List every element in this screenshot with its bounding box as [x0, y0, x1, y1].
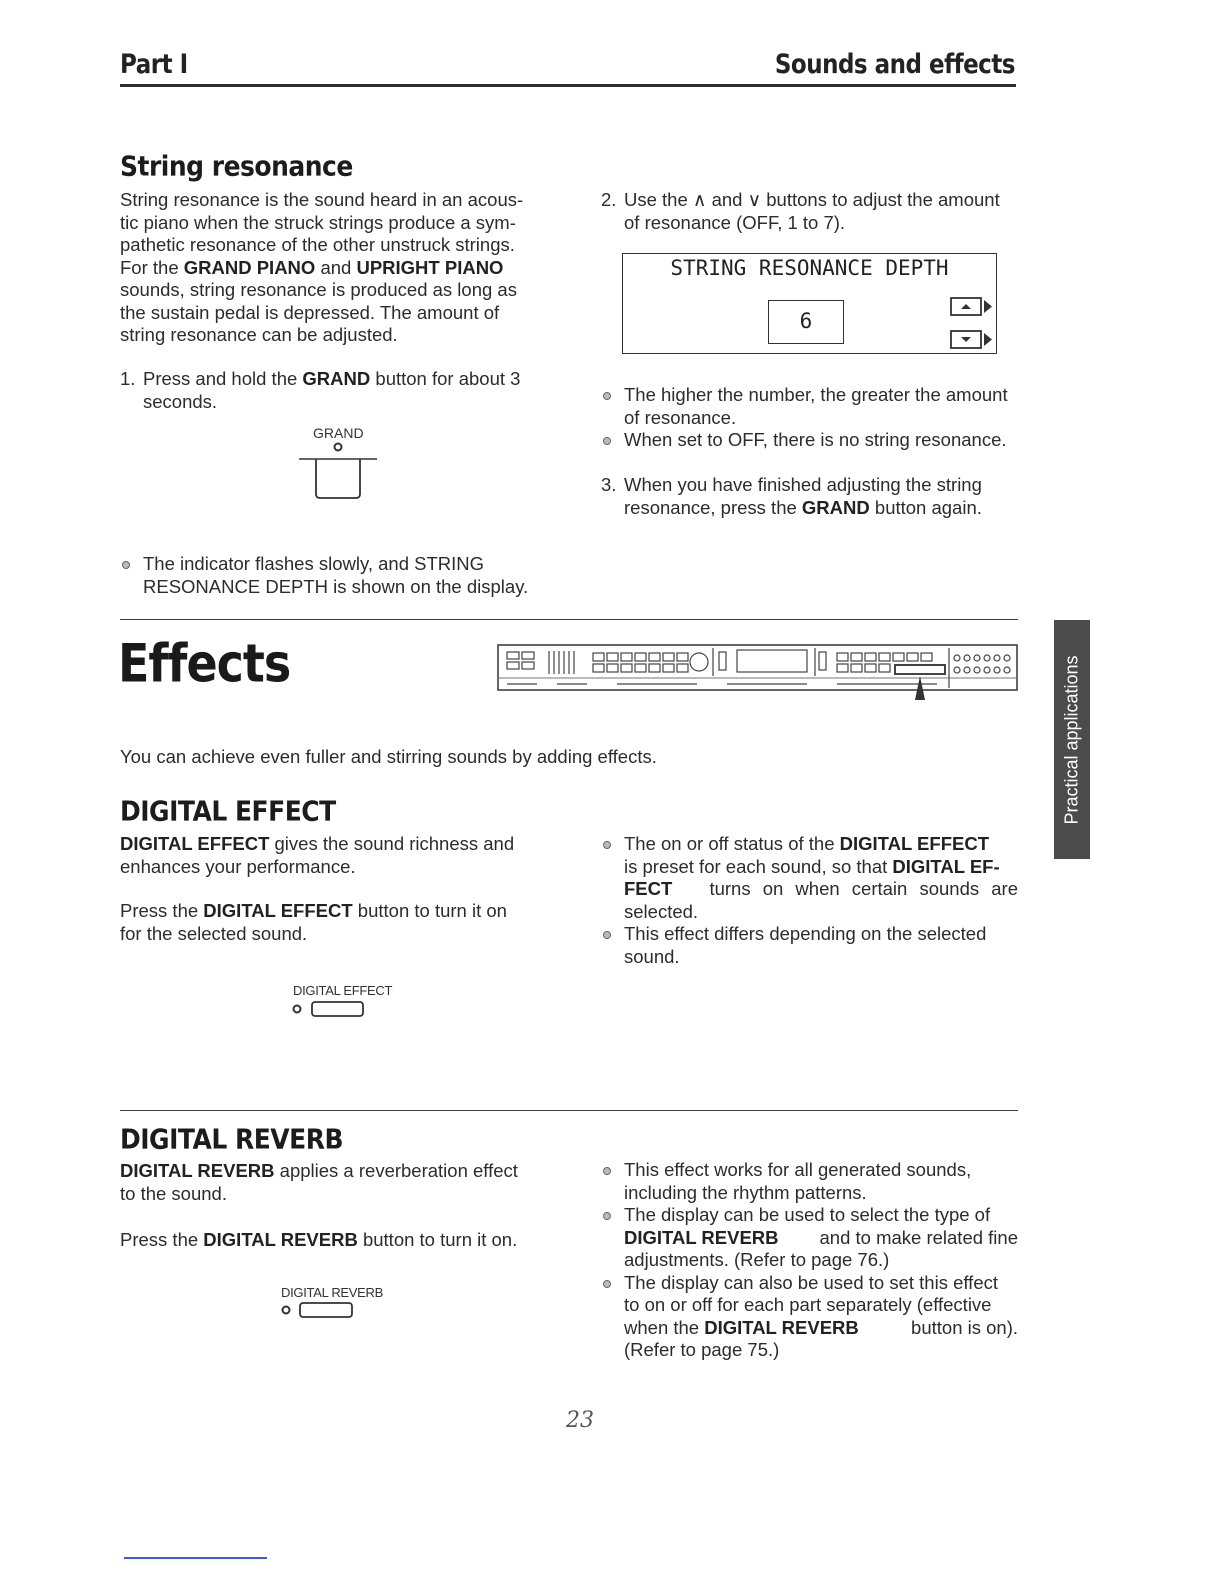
digital-effect-title: DIGITAL EFFECT: [120, 795, 336, 827]
effects-title: Effects: [118, 632, 291, 695]
string-resonance-display: [622, 253, 997, 354]
display-value-box: [768, 300, 844, 344]
digital-reverb-bullets: This effect works for all generated sounds, including the rhythm patterns. The display can be used to select the type of DIGITAL REVERB and to make related fine adjustments. (Refer to page 76.) The display can also be used to set this effect to on or off for each part separately (effective when the DIGITAL REVERB button is on). (Refer to page 75.): [601, 1159, 1018, 1362]
step-3: 3. When you have finished adjusting the string resonance, press the GRAND button again.: [601, 474, 982, 518]
string-resonance-intro: [120, 189, 537, 347]
bullet-icon: [603, 437, 611, 445]
bullet-icon: [122, 561, 130, 569]
reverb-rule: [120, 1110, 1018, 1111]
footer-line: [124, 1557, 267, 1559]
intro-line: sounds, string resonance is produced as long as: [120, 279, 517, 300]
down-arrow-icon: [949, 328, 995, 352]
display-title: STRING RESONANCE DEPTH: [670, 256, 949, 280]
note-indicator: The indicator flashes slowly, and STRING RESONANCE DEPTH is shown on the display.: [120, 553, 537, 598]
bullet-icon: [603, 1212, 611, 1220]
bullet-icon: [603, 392, 611, 400]
panel-graphic: [497, 644, 1019, 700]
string-resonance-title: String resonance: [120, 150, 353, 182]
control-panel-illustration: [497, 644, 1019, 705]
down-button[interactable]: [949, 328, 995, 357]
digital-effect-bullets: The on or off status of the DIGITAL EFFECT is preset for each sound, so that DIGITAL EF- FECT turns on when certain sounds are selected. This effect differs depending on the selected sound.: [601, 833, 1018, 968]
effects-rule: [120, 619, 1018, 620]
digital-effect-button[interactable]: [290, 1000, 370, 1025]
up-arrow-icon: [949, 295, 995, 319]
grand-button-label: GRAND: [313, 425, 364, 441]
bullet-icon: [603, 1167, 611, 1175]
bullet-icon: [603, 841, 611, 849]
digital-reverb-button[interactable]: [279, 1301, 359, 1326]
digital-reverb-button-icon: [279, 1301, 359, 1321]
step-1: 1. Press and hold the GRAND button for about 3 seconds.: [120, 368, 521, 412]
intro-line: string resonance can be adjusted.: [120, 324, 398, 345]
digital-reverb-description: DIGITAL REVERB applies a reverberation effect to the sound.: [120, 1160, 518, 1204]
page-number: 23: [566, 1408, 594, 1433]
digital-reverb-button-label: DIGITAL REVERB: [281, 1285, 383, 1300]
intro-line: String resonance is the sound heard in an acous-: [120, 189, 524, 210]
bullet-icon: [603, 931, 611, 939]
digital-effect-instruction: Press the DIGITAL EFFECT button to turn it on for the selected sound.: [120, 900, 507, 944]
effects-intro: You can achieve even fuller and stirring sounds by adding effects.: [120, 746, 657, 767]
digital-reverb-instruction: Press the DIGITAL REVERB button to turn it on.: [120, 1229, 518, 1250]
intro-line: pathetic resonance of the other unstruck strings.: [120, 234, 515, 255]
bullet-icon: [603, 1280, 611, 1288]
digital-reverb-title: DIGITAL REVERB: [120, 1123, 344, 1155]
grand-button-icon: [299, 442, 379, 512]
intro-line: For the GRAND PIANO and UPRIGHT PIANO: [120, 256, 504, 278]
header-section: Sounds and effects: [774, 50, 1015, 80]
step-2: 2. Use the ∧ and ∨ buttons to adjust the amount of resonance (OFF, 1 to 7).: [601, 189, 1000, 233]
digital-effect-button-icon: [290, 1000, 370, 1020]
resonance-bullets: The higher the number, the greater the amount of resonance. When set to OFF, there is no string resonance.: [601, 384, 1018, 452]
header-part: Part I: [120, 50, 188, 80]
header-rule: [120, 84, 1016, 87]
grand-button[interactable]: [299, 442, 379, 512]
up-button[interactable]: [949, 295, 995, 324]
side-tab-label: Practical applications: [1061, 654, 1082, 825]
intro-line: tic piano when the struck strings produce a sym-: [120, 211, 516, 233]
side-tab: [1054, 620, 1090, 859]
digital-effect-button-label: DIGITAL EFFECT: [293, 983, 393, 998]
display-value: 6: [799, 309, 813, 333]
intro-line: the sustain pedal is depressed. The amount of: [120, 301, 500, 323]
digital-effect-description: DIGITAL EFFECT gives the sound richness and enhances your performance.: [120, 833, 515, 877]
